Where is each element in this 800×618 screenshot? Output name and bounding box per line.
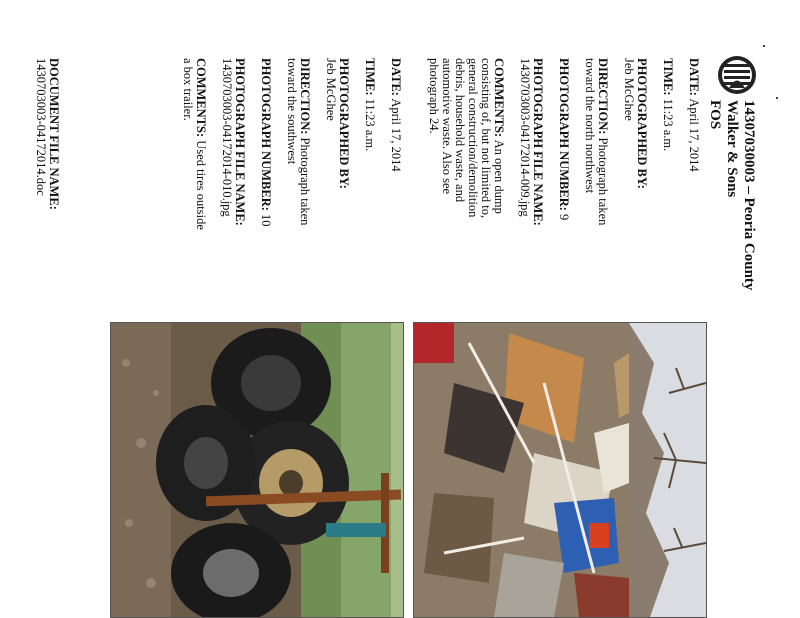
scan-mark [763,45,765,47]
scan-mark [776,97,778,99]
photo-10-number: 10 [259,214,273,227]
photo-10-direction: toward the southwest [285,58,299,165]
photo-9-direction: toward the north northwest [583,58,597,194]
photo-10-date: April 17, 2014 [389,98,403,172]
photo-10-image [110,322,404,618]
photo-10-file-name: 1430703003-04172014-010.jpg [220,58,234,217]
photo-9-image [413,322,707,618]
doc-file-label: DOCUMENT FILE NAME: [47,58,61,210]
title-line-1: 14307030003 – Peoria County [741,100,757,291]
photo-9-date: April 17, 2014 [687,98,701,172]
photo-9-time: 11:23 a.m. [661,98,675,152]
photo-9-number: 9 [557,214,571,221]
photo-9-photographer: Jeb McGhee [622,58,636,121]
title-line-2: Walker & Sons [724,100,740,198]
title-line-3: FOS [707,100,723,130]
photo-9-details: DATE: April 17, 2014 TIME: 11:23 a.m. PHOTOGRAPHED BY: Jeb McGhee DIRECTION: Photograph taken toward the north northwest PHOTOGRAPH NUMBER: 9 PHOTOGRAPH FILE NAME: 1430703003-04172014-009.jpg COMMENTS: An open dump consisting of, but not limited to, general construction/demolition debris, household waste, and automotive waste. Also see photograph 24. [427,58,701,226]
agency-seal-logo [717,55,757,95]
doc-file-name: 1430703003-04172014.doc [34,58,48,196]
photo-10-photographer: Jeb McGhee [324,58,338,121]
photo-10-time: 11:23 a.m. [363,98,377,152]
document-title [706,100,757,290]
document-footer [34,58,60,210]
photo-9-photographed-label: PHOTOGRAPHED BY: [635,58,649,189]
photo-10-details: DATE: April 17, 2014 TIME: 11:23 a.m. PHOTOGRAPHED BY: Jeb McGhee DIRECTION: Photograph taken toward the southwest PHOTOGRAPH NUMBER: 10 PHOTOGRAPH FILE NAME: 1430703003-04172014-010.jpg COMMENTS: Used tires outside a box trailer. [181,58,403,230]
photo-9-file-name: 1430703003-04172014-009.jpg [518,58,532,217]
